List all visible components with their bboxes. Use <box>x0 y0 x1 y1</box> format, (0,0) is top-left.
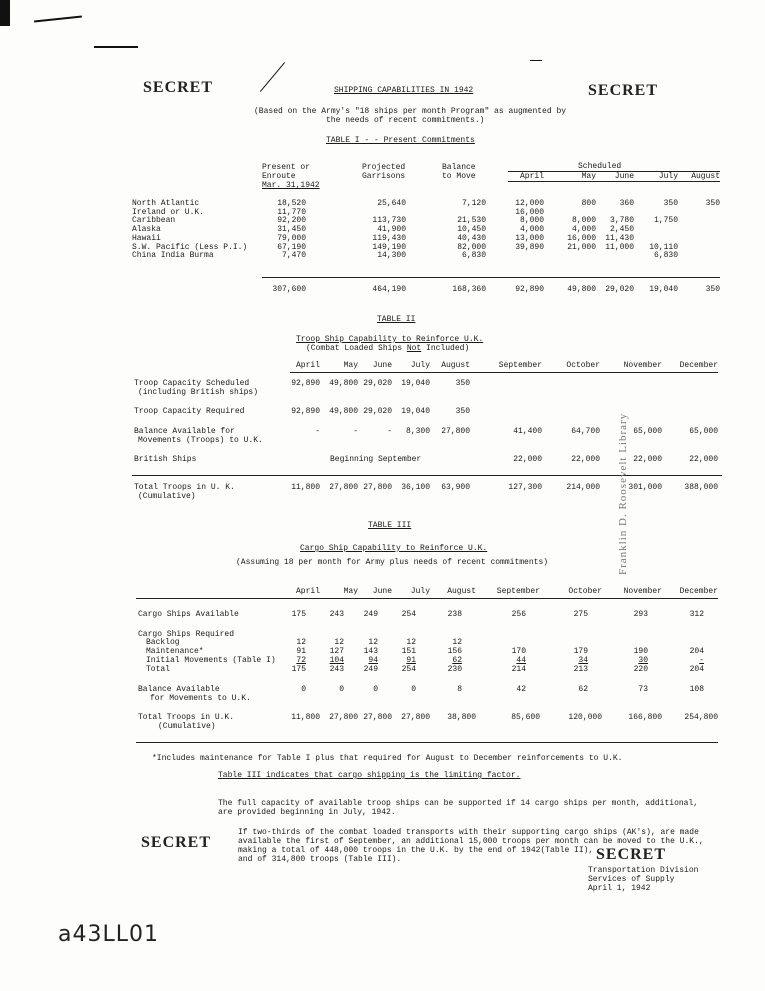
secret-stamp-top-left: SECRET <box>143 79 214 96</box>
t1-row-label: Ireland or U.K. <box>132 207 205 217</box>
t3-total-label: Total Troops in U.K. <box>138 713 235 722</box>
t2-cell: 214,000 <box>566 483 600 492</box>
t1-cell-month: 21,000 <box>567 242 596 252</box>
t2-cell: 19,040 <box>401 407 430 416</box>
t1-cell-balance: 82,000 <box>457 242 486 252</box>
t1-row-label: S.W. Pacific (Less P.I.) <box>132 242 248 252</box>
t2-header-rule <box>290 372 718 373</box>
table3-subtitle: (Assuming 18 per month for Army plus needs of recent commitments) <box>236 558 549 567</box>
t3-cell-required: 34 <box>578 656 588 665</box>
t1-cell-present: 79,000 <box>277 233 306 243</box>
t3-cell-balance: 0 <box>301 685 306 694</box>
t3-month-header: September <box>496 587 540 596</box>
t2-cell: 65,000 <box>633 427 662 436</box>
t1-cell-month: 350 <box>663 199 678 208</box>
t1-cell-projected: 25,640 <box>377 199 406 208</box>
t2-cell: 19,040 <box>401 379 430 388</box>
t3-cell-available: 249 <box>363 610 378 619</box>
t3-required-row-label: Total <box>146 665 171 674</box>
t2-cell: 22,000 <box>571 455 600 464</box>
t3-cell-required: 243 <box>329 665 344 674</box>
t1-cell-present: 11,770 <box>277 207 306 217</box>
t2-month-header: September <box>498 361 542 370</box>
t2-cell: 92,890 <box>291 407 320 416</box>
t2-cell: 350 <box>455 379 470 388</box>
t3-required-row-label: Initial Movements (Table I) <box>146 656 276 665</box>
t3-cell-total: 85,600 <box>511 713 540 722</box>
t2-cell: 8,300 <box>405 427 430 436</box>
t2-row-sublabel: (Cumulative) <box>138 492 196 501</box>
t3-cell-total: 27,800 <box>363 713 392 722</box>
t2-cell: 92,890 <box>291 379 320 388</box>
t2-cell: 388,000 <box>684 483 718 492</box>
t1-total-month: 29,020 <box>605 285 634 294</box>
t2-cell: 11,800 <box>291 483 320 492</box>
t3-cell-required: 170 <box>511 647 526 656</box>
t1-total-present: 307,600 <box>272 285 306 294</box>
t3-month-header: December <box>679 587 718 596</box>
t1-cell-present: 31,450 <box>277 225 306 235</box>
t1-total-rule <box>262 277 720 278</box>
t1-row-label: China India Burma <box>132 251 214 261</box>
t3-cell-required: 213 <box>573 665 588 674</box>
t1-total-projected: 464,190 <box>372 285 406 294</box>
t1-cell-balance: 21,530 <box>457 216 486 226</box>
t1-header-rule <box>508 181 720 182</box>
t1-cell-month: 2,450 <box>609 225 634 235</box>
t3-month-header: July <box>410 587 430 596</box>
t2-month-header: October <box>566 361 600 370</box>
t3-cell-required: 104 <box>329 656 344 665</box>
table3-label: TABLE III <box>368 521 412 530</box>
t1-cell-month: 16,000 <box>567 233 596 243</box>
t2-month-header: December <box>679 361 718 370</box>
t1-cell-month: 11,000 <box>605 242 634 252</box>
t2-row-label: Total Troops in U. K. <box>134 483 235 492</box>
t3-cell-required: 12 <box>452 638 462 647</box>
paragraph-1-line-2: are provided beginning in July, 1942. <box>218 808 396 817</box>
t2-row-label: Troop Capacity Scheduled <box>134 379 250 388</box>
t3-cell-required: 204 <box>689 665 704 674</box>
t1-header-balance-1: Balance <box>442 163 476 172</box>
t1-header-projected-1: Projected <box>362 163 406 172</box>
table1-title: TABLE I - - Present Commitments <box>326 136 475 145</box>
t3-cell-balance: 62 <box>578 685 588 694</box>
t1-cell-month: 4,000 <box>571 225 596 235</box>
t2-cell: 22,000 <box>633 455 662 464</box>
t1-cell-month: 39,890 <box>515 242 544 252</box>
t3-cell-required: 62 <box>452 656 462 665</box>
paragraph-1-line-1: The full capacity of available troop ships can be supported if 14 cargo ships per month, additional, <box>218 799 699 808</box>
t1-cell-projected: 119,430 <box>372 233 406 243</box>
t3-cell-available: 243 <box>329 610 344 619</box>
t2-cell: - <box>387 427 392 436</box>
t3-cell-balance: 73 <box>638 685 648 694</box>
t3-cell-required: 91 <box>406 656 416 665</box>
t1-cell-month: 3,780 <box>609 216 634 226</box>
t3-cell-balance: 42 <box>516 685 526 694</box>
t1-cell-month: 800 <box>581 199 596 208</box>
t1-cell-month: 360 <box>619 199 634 208</box>
t2-month-header: November <box>623 361 662 370</box>
paragraph-2-line-4: and of 314,800 troops (Table III). <box>238 855 402 864</box>
t1-header-present-2: Enroute <box>262 172 296 181</box>
t1-month-header: May <box>581 172 596 181</box>
t3-cell-balance: 8 <box>457 685 462 694</box>
t2-cell: 22,000 <box>689 455 718 464</box>
t3-cell-required: 12 <box>368 638 378 647</box>
table2-label: TABLE II <box>377 315 416 324</box>
secret-stamp-bottom-left: SECRET <box>141 834 212 851</box>
t3-cell-required: 91 <box>296 647 306 656</box>
library-margin-stamp: Franklin D. Roosevelt Library <box>617 412 629 575</box>
t3-header-rule <box>136 598 718 599</box>
t3-cell-required: 249 <box>363 665 378 674</box>
t2-month-header: May <box>343 361 358 370</box>
t3-cell-available: 275 <box>573 610 588 619</box>
t3-cell-total: 27,800 <box>329 713 358 722</box>
paragraph-2-line-3: making a total of 448,000 troops in the U.K. by the end of 1942(Table II), <box>238 846 594 855</box>
t3-cell-total: 11,800 <box>291 713 320 722</box>
document-subtitle-2: the needs of recent commitments.) <box>326 116 485 125</box>
document-title: SHIPPING CAPABILITIES IN 1942 <box>334 86 474 95</box>
t1-cell-projected: 14,300 <box>377 251 406 261</box>
t2-month-header: July <box>410 361 430 370</box>
t2-cell: 41,400 <box>513 427 542 436</box>
t1-cell-month: 13,000 <box>515 233 544 243</box>
scan-mark-corner <box>0 0 10 26</box>
t1-cell-balance: 7,120 <box>461 199 486 208</box>
t3-cell-balance: 0 <box>339 685 344 694</box>
t2-cell: 301,000 <box>628 483 662 492</box>
t2-row-label: British Ships <box>134 455 197 464</box>
t2-month-header: June <box>372 361 392 370</box>
t1-total-balance: 168,360 <box>452 285 486 294</box>
t1-cell-balance: 40,430 <box>457 233 486 243</box>
t2-row-sublabel: (including British ships) <box>138 388 259 397</box>
t3-month-header: November <box>623 587 662 596</box>
t2-row-label: Troop Capacity Required <box>134 407 245 416</box>
t3-balance-label: Balance Available <box>138 685 220 694</box>
t3-month-header: August <box>447 587 476 596</box>
t1-header-scheduled: Scheduled <box>578 162 622 171</box>
footnote: *Includes maintenance for Table I plus that required for August to December reinforcements to U.K. <box>152 754 623 763</box>
t3-cell-required: 254 <box>401 665 416 674</box>
t1-month-header: July <box>658 172 678 181</box>
t2-cell: 350 <box>455 407 470 416</box>
t2-cell: - <box>353 427 358 436</box>
t3-cell-required: 156 <box>447 647 462 656</box>
table3-title: Cargo Ship Capability to Reinforce U.K. <box>300 544 488 553</box>
t3-total-rule <box>136 742 718 743</box>
t3-cell-available: 254 <box>401 610 416 619</box>
t3-cell-required: 151 <box>401 647 416 656</box>
t3-cell-available: 238 <box>447 610 462 619</box>
t1-cell-month: 10,110 <box>649 242 678 252</box>
t3-cell-total: 38,800 <box>447 713 476 722</box>
t1-cell-month: 350 <box>705 199 720 208</box>
t2-row-note: Beginning September <box>330 455 422 464</box>
t2-total-rule <box>132 475 722 476</box>
secret-stamp-bottom-right: SECRET <box>596 846 667 863</box>
t2-cell: 27,800 <box>441 427 470 436</box>
paragraph-2-line-1: If two-thirds of the combat loaded transports with their supporting cargo ships (AK's), are made <box>238 828 699 837</box>
t1-month-header: April <box>519 172 544 181</box>
t3-required-row-label: Maintenance* <box>146 647 204 656</box>
paragraph-2-line-2: available the first of September, an additional 15,000 troops per month can be moved to the U.K., <box>238 837 704 846</box>
t3-cell-required: 44 <box>516 656 526 665</box>
t2-cell: 29,020 <box>363 379 392 388</box>
table2-subtitle: (Combat Loaded Ships Not Included) <box>306 344 470 353</box>
t1-header-balance-2: to Move <box>442 172 476 181</box>
scan-mark-dash <box>530 60 542 61</box>
t1-cell-month: 1,750 <box>653 216 678 226</box>
t1-cell-month: 4,000 <box>519 225 544 235</box>
t2-cell: 64,700 <box>571 427 600 436</box>
secret-stamp-top-right: SECRET <box>588 82 659 99</box>
t3-cell-balance: 108 <box>689 685 704 694</box>
t1-month-header: August <box>691 172 720 181</box>
t3-month-header: May <box>343 587 358 596</box>
t2-cell: 27,800 <box>363 483 392 492</box>
t2-cell: 49,800 <box>329 407 358 416</box>
t1-cell-month: 8,000 <box>519 216 544 226</box>
handwritten-document-id: a43LL01 <box>58 922 159 947</box>
t1-cell-present: 67,190 <box>277 242 306 252</box>
t1-total-month: 19,040 <box>649 285 678 294</box>
t2-cell: 36,100 <box>401 483 430 492</box>
t2-cell: 27,800 <box>329 483 358 492</box>
t1-header-present-3: Mar. 31,1942 <box>262 181 320 190</box>
t1-row-label: Hawaii <box>132 233 161 243</box>
t1-total-month: 92,890 <box>515 285 544 294</box>
t3-month-header: April <box>295 587 320 596</box>
document-subtitle-1: (Based on the Army's "18 ships per month Program" as augmented by <box>254 107 567 116</box>
t3-cell-required: 220 <box>633 665 648 674</box>
t3-cell-total: 166,800 <box>628 713 662 722</box>
t3-cell-balance: 0 <box>411 685 416 694</box>
t1-total-month: 49,800 <box>567 285 596 294</box>
t1-cell-present: 18,520 <box>277 199 306 208</box>
t2-month-header: August <box>441 361 470 370</box>
t1-month-header: June <box>614 172 634 181</box>
signature-line-2: Services of Supply <box>588 875 675 884</box>
t3-cell-required: 204 <box>689 647 704 656</box>
t3-cell-required: 127 <box>329 647 344 656</box>
t2-cell: - <box>315 427 320 436</box>
t3-cell-required: 12 <box>334 638 344 647</box>
t1-header-present-1: Present or <box>262 163 311 172</box>
t1-cell-balance: 6,830 <box>461 251 486 261</box>
t3-cell-required: 190 <box>633 647 648 656</box>
t3-cell-available: 256 <box>511 610 526 619</box>
t3-required-row-label: Backlog <box>146 638 180 647</box>
t2-cell: 49,800 <box>329 379 358 388</box>
t2-cell: 22,000 <box>513 455 542 464</box>
t3-cell-required: - <box>699 656 704 665</box>
t1-header-projected-2: Garrisons <box>362 172 406 181</box>
scan-mark-line <box>34 15 82 22</box>
t1-cell-present: 7,470 <box>281 251 306 261</box>
t3-cell-required: 214 <box>511 665 526 674</box>
t3-month-header: June <box>372 587 392 596</box>
t1-cell-projected: 113,730 <box>372 216 406 226</box>
t1-cell-projected: 149,190 <box>372 242 406 252</box>
t1-cell-month: 11,430 <box>605 233 634 243</box>
t3-cell-required: 179 <box>573 647 588 656</box>
t3-cell-required: 12 <box>406 638 416 647</box>
t1-cell-month: 6,830 <box>653 251 678 261</box>
t3-month-header: October <box>568 587 602 596</box>
t3-cell-required: 94 <box>368 656 378 665</box>
signature-line-3: April 1, 1942 <box>588 884 651 893</box>
t2-month-header: April <box>295 361 320 370</box>
t3-cell-total: 254,800 <box>684 713 718 722</box>
t3-row-label: Cargo Ships Available <box>138 610 239 619</box>
t3-cell-available: 175 <box>291 610 306 619</box>
t2-cell: 127,300 <box>508 483 542 492</box>
t1-cell-month: 16,000 <box>515 207 544 217</box>
t1-row-label: North Atlantic <box>132 199 200 208</box>
scan-mark-slash <box>260 62 285 92</box>
t1-cell-projected: 41,900 <box>377 225 406 235</box>
t3-cell-available: 293 <box>633 610 648 619</box>
t3-cell-total: 120,000 <box>568 713 602 722</box>
table2-title: Troop Ship Capability to Reinforce U.K. <box>296 335 484 344</box>
t2-cell: 63,900 <box>441 483 470 492</box>
t2-row-sublabel: Movements (Troops) to U.K. <box>138 436 263 445</box>
t3-cell-required: 12 <box>296 638 306 647</box>
t1-row-label: Alaska <box>132 225 161 235</box>
t3-cell-required: 230 <box>447 665 462 674</box>
t1-cell-month: 12,000 <box>515 199 544 208</box>
t3-cell-available: 312 <box>689 610 704 619</box>
scan-mark-line <box>94 46 138 48</box>
t3-cell-balance: 0 <box>373 685 378 694</box>
t3-cell-required: 143 <box>363 647 378 656</box>
t1-row-label: Caribbean <box>132 216 176 226</box>
t2-cell: 29,020 <box>363 407 392 416</box>
t1-total-month: 350 <box>705 285 720 294</box>
t3-total-sublabel: (Cumulative) <box>158 722 216 731</box>
t3-cell-required: 72 <box>296 656 306 665</box>
t2-row-label: Balance Available for <box>134 427 235 436</box>
t1-cell-balance: 10,450 <box>457 225 486 235</box>
t3-cell-required: 175 <box>291 665 306 674</box>
t2-cell: 65,000 <box>689 427 718 436</box>
limiting-factor-note: Table III indicates that cargo shipping is the limiting factor. <box>218 771 521 780</box>
t3-balance-sublabel: for Movements to U.K. <box>150 694 251 703</box>
signature-line-1: Transportation Division <box>588 866 699 875</box>
t1-cell-month: 8,000 <box>571 216 596 226</box>
t1-cell-present: 92,200 <box>277 216 306 226</box>
t3-required-label: Cargo Ships Required <box>138 630 235 639</box>
t3-cell-required: 30 <box>638 656 648 665</box>
t3-cell-total: 27,800 <box>401 713 430 722</box>
